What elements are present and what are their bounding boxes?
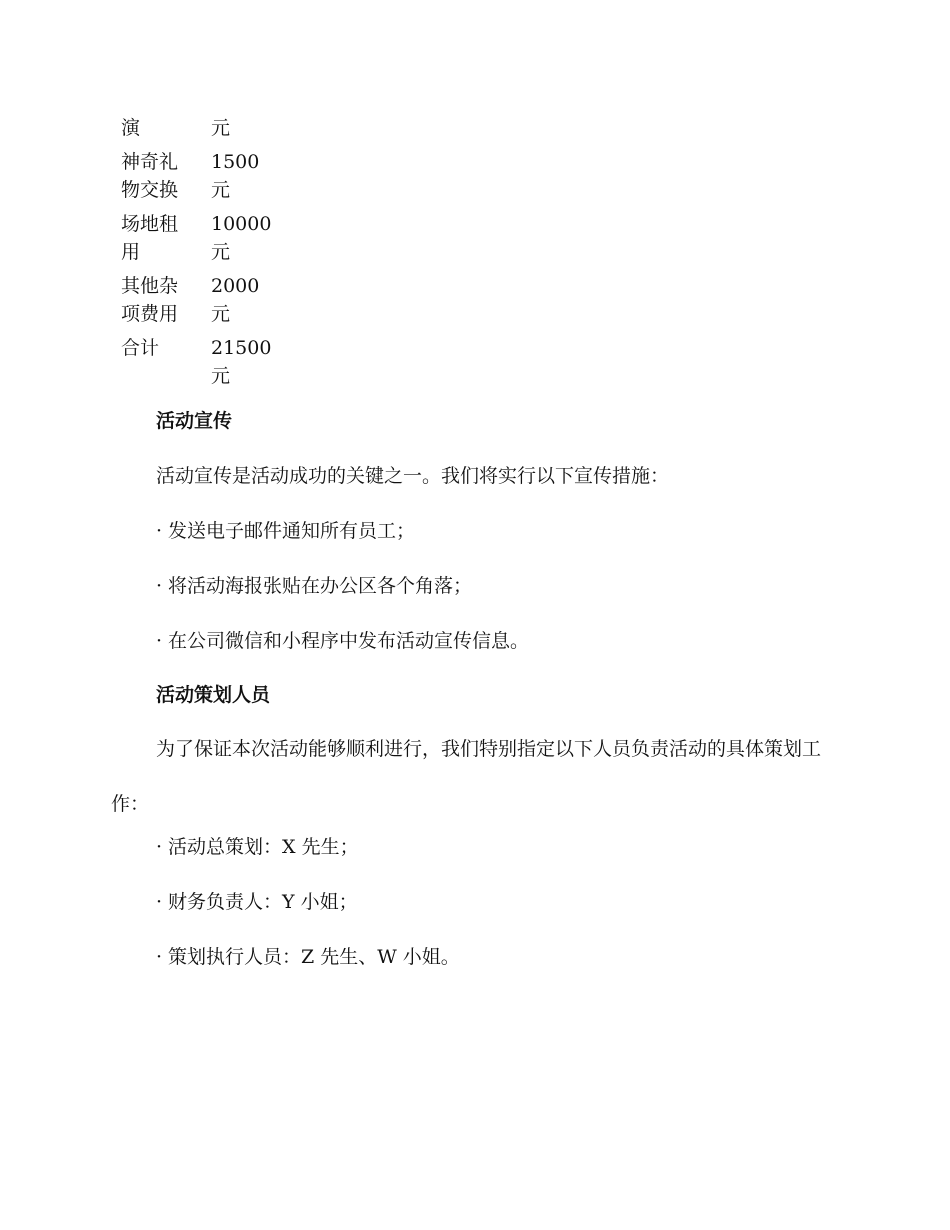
bullet-icon: · [156,520,163,542]
planners-intro: 为了保证本次活动能够顺利进行，我们特别指定以下人员负责活动的具体策划工作： [111,738,822,815]
list-item-text: 将活动海报张贴在办公区各个角落； [168,575,473,597]
bullet-icon: · [156,946,163,968]
list-item-text: 发送电子邮件通知所有员工； [168,520,416,542]
list-item [156,627,529,655]
list-item [156,833,359,861]
table-row [121,272,271,334]
budget-cost: 10000元 [211,213,272,263]
table-row [121,114,271,148]
bullet-icon: · [156,630,163,652]
budget-cost: 2000元 [211,275,260,325]
budget-item: 神奇礼物交换 [121,151,179,201]
section-heading-planners: 活动策划人员 [156,684,271,706]
promotion-intro: 活动宣传是活动成功的关键之一。我们将实行以下宣传措施： [156,465,670,487]
list-item-text: 活动总策划：X 先生； [168,836,359,858]
budget-item: 场地租用 [121,213,179,263]
list-item-text: 策划执行人员：Z 先生、W 小姐。 [168,946,460,968]
budget-cost: 1500元 [211,151,260,201]
budget-total-cost: 21500元 [211,337,272,387]
list-item [156,943,460,971]
table-row [121,210,271,272]
budget-item: 演 [121,117,141,139]
list-item [156,572,472,600]
section-heading-promotion: 活动宣传 [156,410,233,432]
table-row [121,148,271,210]
list-item [156,517,415,545]
bullet-icon: · [156,575,163,597]
budget-total-label: 合计 [121,337,160,359]
table-row [121,334,271,396]
budget-cost: 元 [211,117,231,139]
bullet-icon: · [156,836,163,858]
budget-item: 其他杂项费用 [121,275,179,325]
list-item [156,888,358,916]
list-item-text: 财务负责人：Y 小姐； [168,891,358,913]
bullet-icon: · [156,891,163,913]
budget-table [121,114,271,396]
list-item-text: 在公司微信和小程序中发布活动宣传信息。 [168,630,530,652]
